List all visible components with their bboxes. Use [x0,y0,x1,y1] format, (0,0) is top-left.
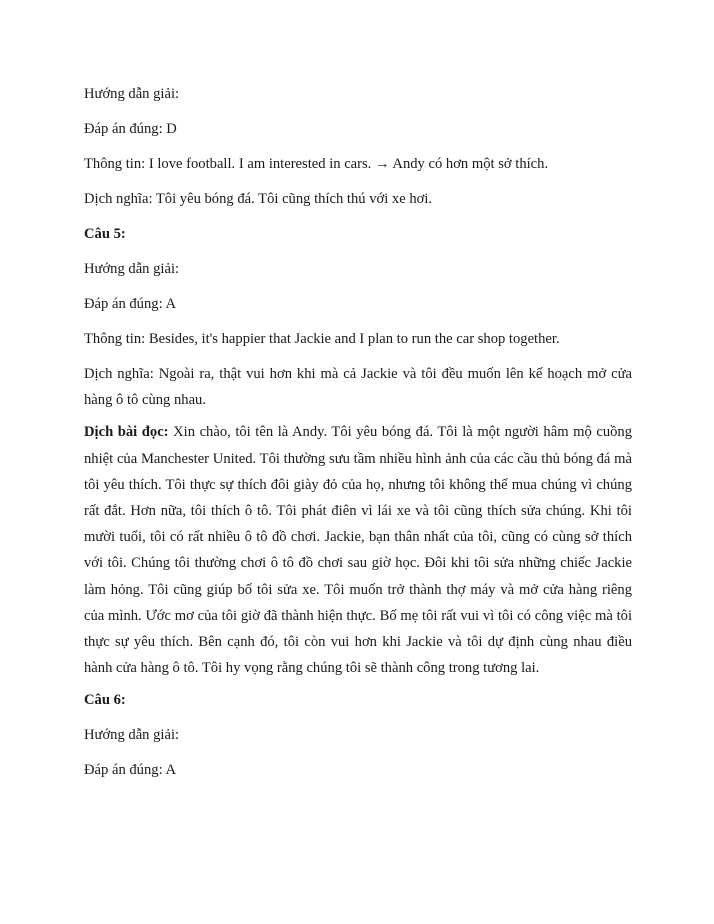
passage-translation [84,419,632,681]
passage-label: Dịch bài đọc: [84,424,169,441]
q6-guide: Hướng dẫn giải: [84,727,180,744]
q6-title: Câu 6: [84,692,126,709]
document-page [84,84,632,795]
q6-answer: Đáp án đúng: A [84,762,177,779]
q5-translation: Dịch nghĩa: Ngoài ra, thật vui hơn khi mà cả Jackie và tôi đều muốn lên kế hoạch mở cửa hàng ô tô cùng nhau. [84,366,632,409]
q4-guide: Hướng dẫn giải: [84,86,180,102]
q5-title: Câu 5: [84,226,126,242]
q4-translation: Dịch nghĩa: Tôi yêu bóng đá. Tôi cũng thích thú với xe hơi. [84,191,433,207]
q4-info: Thông tin: I love football. I am interested in cars. → Andy có hơn một sở thích. [84,156,549,172]
q5-guide: Hướng dẫn giải: [84,261,180,277]
q5-answer: Đáp án đúng: A [84,296,177,312]
q5-info: Thông tin: Besides, it's happier that Jackie and I plan to run the car shop together. [84,331,560,347]
q4-answer: Đáp án đúng: D [84,121,177,137]
passage-text: Xin chào, tôi tên là Andy. Tôi yêu bóng đá. Tôi là một người hâm mộ cuồng nhiệt của Manchester United. Tôi thường sưu tầm nhiều hình ảnh của các cầu thủ bóng đá mà tôi yêu thích. Tôi thực sự thích đôi giày đỏ của họ, nhưng tôi không thể mua chúng vì chúng rất đắt. Hơn nữa, tôi thích ô tô. Tôi phát điên vì lái xe và tôi cũng thích sửa chúng. Khi tôi mười tuổi, tôi có rất nhiều ô tô đồ chơi. Jackie, bạn thân nhất của tôi, cũng có cùng sở thích với tôi. Chúng tôi thường chơi ô tô đồ chơi sau giờ học. Đôi khi tôi sửa những chiếc Jackie làm hỏng. Tôi cũng giúp bố tôi sửa xe. Tôi muốn trở thành thợ máy và mở cửa hàng riêng của mình. Ước mơ của tôi giờ đã thành hiện thực. Bố mẹ tôi rất vui vì tôi có công việc mà tôi thực sự yêu thích. Bên cạnh đó, tôi còn vui hơn khi Jackie và tôi dự định cùng nhau điều hành cửa hàng ô tô. Tôi hy vọng rằng chúng tôi sẽ thành công trong tương lai. [84,424,633,677]
